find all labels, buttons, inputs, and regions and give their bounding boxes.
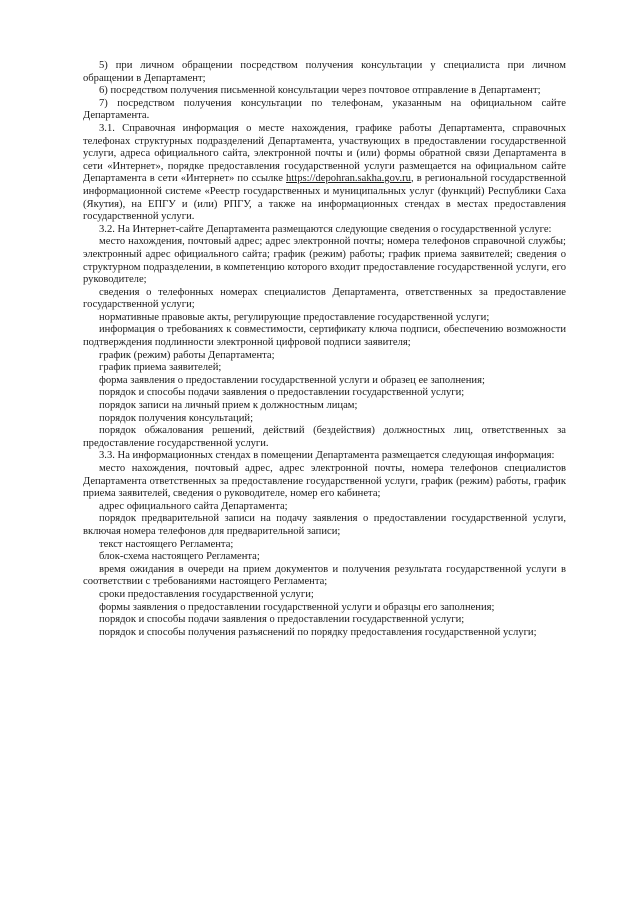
- paragraph-item-5: 5) при личном обращении посредством получения консультации у специалиста при личном обращении в Департамент;: [83, 60, 566, 84]
- document-page: [83, 60, 566, 639]
- list-item: сведения о телефонных номерах специалистов Департамента, ответственных за предоставление государственной услуги;: [83, 286, 566, 311]
- paragraph-3-1: [83, 123, 566, 224]
- paragraph-3-2: 3.2. На Интернет-сайте Департамента размещаются следующие сведения о государственной услуге:: [99, 223, 552, 235]
- list-item: сроки предоставления государственной услуги;: [99, 588, 314, 600]
- website-link[interactable]: https://depohran.sakha.gov.ru: [286, 173, 411, 185]
- paragraph-3-1-text: 3.1. Справочная информация о месте нахождения, графике работы Департамента, справочных телефонах структурных подразделений Департамента, участвующих в предоставлении государственной услуги, адреса официального сайта, электронной почты и (или) формы обратной связи Департамента в сети «Интернет», порядке предоставления государственной услуги размещается на официальном сайте Департамента в сети «Интернет» по ссылке: [83, 122, 566, 185]
- list-item: порядок обжалования решений, действий (бездействия) должностных лиц, ответственных за предоставление государственной услуги.: [83, 425, 566, 449]
- list-item: место нахождения, почтовый адрес, адрес электронной почты, номера телефонов специалистов Департамента ответственных за предоставление государственной услуги, график (режим) работы, график приема заявителей, сведения о руководителе, номер его кабинета;: [83, 463, 566, 500]
- list-item: порядок и способы подачи заявления о предоставлении государственной услуги;: [99, 387, 465, 399]
- list-item: текст настоящего Регламента;: [99, 538, 234, 550]
- paragraph-item-6: 6) посредством получения письменной консультации через почтовое отправление в Департамент;: [99, 85, 541, 97]
- list-item: форма заявления о предоставлении государственной услуги и образец ее заполнения;: [99, 374, 485, 386]
- list-item: график (режим) работы Департамента;: [99, 349, 275, 361]
- list-item: порядок записи на личный прием к должностным лицам;: [99, 400, 358, 412]
- list-item: нормативные правовые акты, регулирующие предоставление государственной услуги;: [99, 311, 490, 323]
- list-item: формы заявления о предоставлении государственной услуги и образцы его заполнения;: [99, 601, 495, 613]
- paragraph-3-3: 3.3. На информационных стендах в помещении Департамента размещается следующая информация:: [99, 450, 555, 462]
- paragraph-3-1-text-end: , в региональной государственной информационной системе «Реестр государственных и муниципальных услуг (функций) Республики Саха (Якутия), на ЕПГУ и (или) РПГУ, а также на информационных стендах в местах предоставления государственной услуги.: [83, 173, 566, 223]
- list-item: адрес официального сайта Департамента;: [99, 500, 288, 512]
- list-item: график приема заявителей;: [99, 362, 222, 374]
- list-item: порядок предварительной записи на подачу заявления о предоставлении государственной услуги, включая номера телефонов для предварительной записи;: [83, 513, 566, 537]
- paragraph-item-7: 7) посредством получения консультации по телефонам, указанным на официальном сайте Департамента.: [83, 97, 566, 122]
- list-item: блок-схема настоящего Регламента;: [99, 551, 260, 563]
- list-item: порядок и способы подачи заявления о предоставлении государственной услуги;: [99, 614, 465, 626]
- list-item: информация о требованиях к совместимости, сертификату ключа подписи, обеспечению возможности подтверждения подлинности электронной цифровой подписи заявителя;: [83, 324, 566, 349]
- list-item: время ожидания в очереди на прием документов и получения результата государственной услуги в соответствии с требованиями настоящего Регламента;: [83, 563, 566, 588]
- list-item: порядок и способы получения разъяснений по порядку предоставления государственной услуги;: [99, 626, 537, 638]
- list-item: порядок получения консультаций;: [99, 412, 254, 424]
- list-item: место нахождения, почтовый адрес; адрес электронной почты; номера телефонов справочной службы; электронный адрес официального сайта; график (режим) работы; график приема заявителей; сведения о структурном подразделении, в компетенцию которого входит предоставление государственной услуги, его руководителе;: [83, 236, 566, 286]
